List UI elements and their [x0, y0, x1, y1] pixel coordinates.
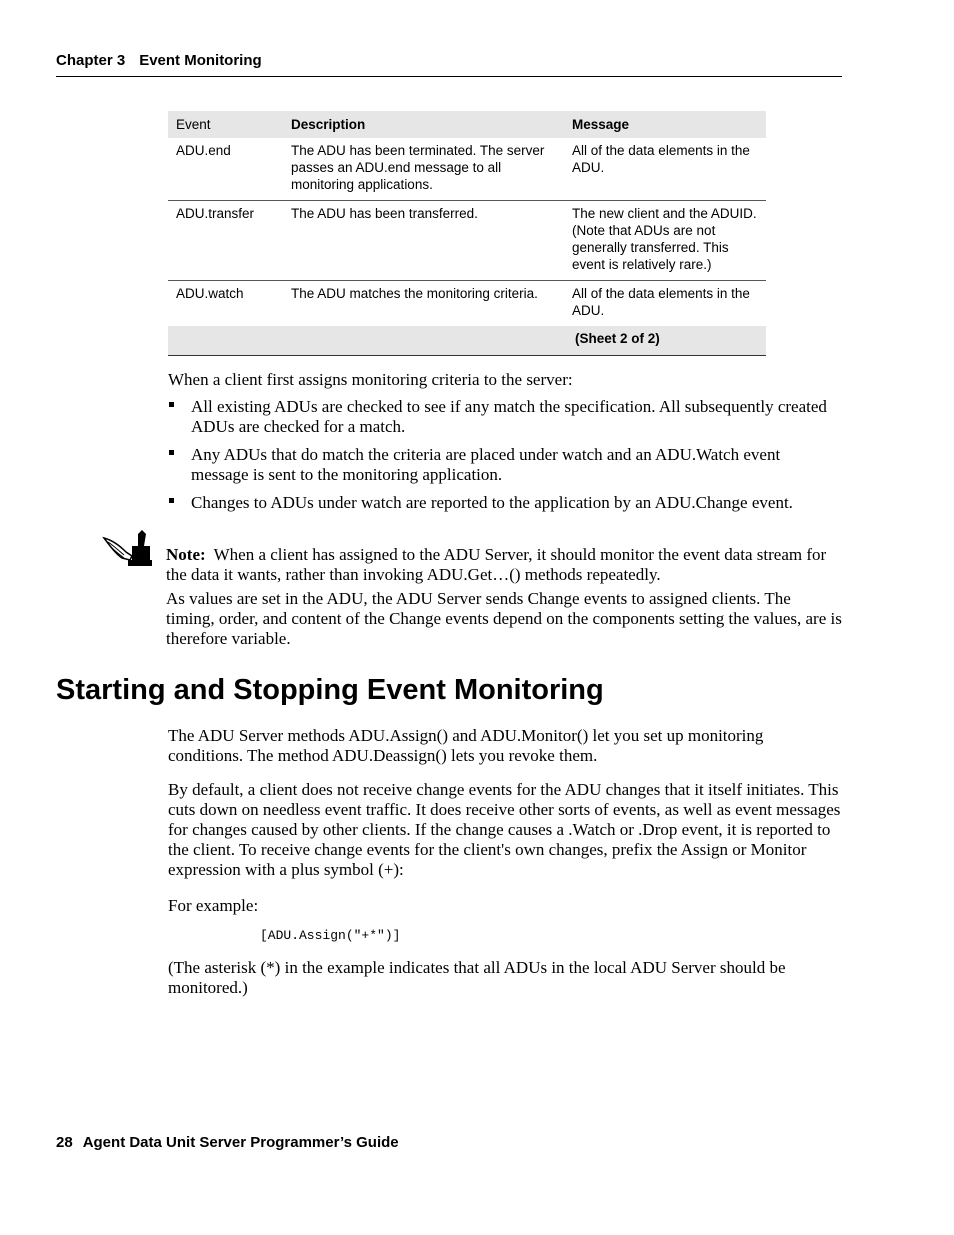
footer-empty-cell: [168, 326, 283, 356]
cell-description: The ADU has been transferred.: [283, 201, 564, 281]
chapter-number: Chapter 3: [56, 52, 126, 69]
methods-paragraph: The ADU Server methods ADU.Assign() and ADU.Monitor() let you set up monitoring conditions. The method ADU.Deassign() lets you revoke them.: [168, 726, 764, 765]
list-item-text: All existing ADUs are checked to see if any match the specification. All subsequently created ADUs are checked for a match.: [191, 397, 827, 436]
cell-description: The ADU matches the monitoring criteria.: [291, 286, 538, 301]
default-paragraph: By default, a client does not receive change events for the ADU changes that it itself initiates. This cuts down on needless event traffic. It does receive other sorts of events, as well as event messages for changes caused by other clients. If the change causes a .Watch or .Drop event, it is reported to the client. To receive change events for the client's own changes, prefix the Assign or Monitor expression with a plus symbol (+):: [168, 780, 841, 879]
values-paragraph: As values are set in the ADU, the ADU Server sends Change events to assigned clients. The timing, order, and content of the Change events depend on the components setting the values, are is therefore variable.: [166, 589, 842, 648]
code-example: [ADU.Assign("+*")]: [260, 928, 401, 943]
cell-message: The new client and the ADUID. (Note that ADUs are not generally transferred. This event is relatively rare.): [564, 201, 766, 281]
list-item: [168, 493, 840, 513]
list-item: [168, 397, 840, 437]
list-item: [168, 445, 840, 485]
table-row: [168, 281, 766, 327]
column-header-description: Description: [283, 111, 564, 138]
column-header-event: Event: [168, 111, 283, 138]
cell-event: ADU.end: [168, 138, 283, 201]
table-header-row: [168, 111, 766, 138]
intro-paragraph: When a client first assigns monitoring criteria to the server:: [168, 370, 573, 389]
note-label: Note:: [166, 545, 206, 564]
cell-event: ADU.watch: [176, 286, 244, 301]
list-item-text: Changes to ADUs under watch are reported to the application by an ADU.Change event.: [191, 493, 793, 512]
chapter-title: Event Monitoring: [139, 52, 262, 69]
bullet-icon: [169, 498, 174, 503]
page-footer: [56, 1133, 399, 1153]
bullet-icon: [169, 402, 174, 407]
table-row: [168, 138, 766, 201]
note-hand-icon: [102, 528, 154, 568]
note-text: When a client has assigned to the ADU Server, it should monitor the event data stream for the data it wants, rather than invoking ADU.Get…() methods repeatedly.: [166, 545, 827, 584]
footer-empty-cell: [283, 326, 564, 356]
section-heading: Starting and Stopping Event Monitoring: [56, 674, 604, 706]
page-header: [56, 51, 842, 77]
bullet-list: [168, 397, 840, 521]
asterisk-paragraph: (The asterisk (*) in the example indicates that all ADUs in the local ADU Server should be monitored.): [168, 958, 786, 997]
book-title: Agent Data Unit Server Programmer’s Guide: [82, 1134, 399, 1151]
cell-message: All of the data elements in the ADU.: [572, 286, 750, 318]
table-row: [168, 201, 766, 281]
page-number: 28: [56, 1134, 73, 1151]
bullet-icon: [169, 450, 174, 455]
cell-description: The ADU has been terminated. The server passes an ADU.end message to all monitoring applications.: [283, 138, 564, 201]
list-item-text: Any ADUs that do match the criteria are placed under watch and an ADU.Watch event message is sent to the monitoring application.: [191, 445, 781, 484]
event-table: [168, 111, 766, 356]
table-footer-row: [168, 326, 766, 356]
column-header-message: Message: [564, 111, 766, 138]
for-example-label: For example:: [168, 896, 259, 915]
sheet-label: (Sheet 2 of 2): [564, 326, 766, 356]
cell-message: All of the data elements in the ADU.: [564, 138, 766, 201]
cell-event: ADU.transfer: [168, 201, 283, 281]
note-paragraph: [166, 545, 842, 585]
